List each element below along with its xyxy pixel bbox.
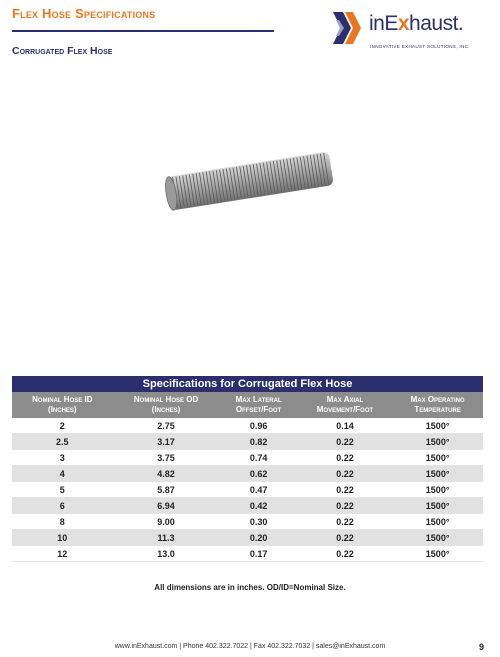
table-cell: 0.22	[298, 530, 393, 546]
logo-wordmark-post: haust	[409, 12, 458, 35]
table-cell: 2	[12, 418, 113, 434]
table-cell: 0.42	[220, 498, 298, 514]
table-cell: 1500°	[392, 434, 483, 450]
table-cell: 4	[12, 466, 113, 482]
corrugated-hose-image	[160, 140, 340, 220]
table-row	[12, 434, 483, 450]
title-divider	[12, 30, 274, 32]
column-header-line: Offset/Foot	[235, 405, 282, 414]
table-cell: 0.82	[220, 434, 298, 450]
table-cell: 0.17	[220, 546, 298, 562]
table-row	[12, 514, 483, 530]
table-row	[12, 466, 483, 482]
table-cell: 0.62	[220, 466, 298, 482]
column-header	[113, 392, 220, 418]
column-header-line: (Inches)	[151, 405, 181, 414]
logo-tagline: INNOVATIVE EXHAUST SOLUTIONS, INC.	[370, 44, 470, 49]
table-cell: 8	[12, 514, 113, 530]
table-cell: 1500°	[392, 514, 483, 530]
column-header-line: Temperature	[414, 405, 461, 414]
table-cell: 2.75	[113, 418, 220, 434]
table-cell: 13.0	[113, 546, 220, 562]
table-cell: 5.87	[113, 482, 220, 498]
column-header	[392, 392, 483, 418]
footer-contact: www.inExhaust.com | Phone 402.322.7022 | Fax 402.322.7032 | sales@inExhaust.com	[114, 643, 386, 650]
table-cell: 0.22	[298, 434, 393, 450]
table-row	[12, 482, 483, 498]
table-cell: 3.75	[113, 450, 220, 466]
table-cell: 0.20	[220, 530, 298, 546]
table-cell: 1500°	[392, 450, 483, 466]
table-row	[12, 418, 483, 434]
table-cell: 0.30	[220, 514, 298, 530]
table-row	[12, 498, 483, 514]
table-cell: 6.94	[113, 498, 220, 514]
table-cell: 0.47	[220, 482, 298, 498]
table-cell: 12	[12, 546, 113, 562]
table-cell: 1500°	[392, 530, 483, 546]
table-cell: 0.22	[298, 498, 393, 514]
column-header	[12, 392, 113, 418]
table-row	[12, 450, 483, 466]
table-cell: 1500°	[392, 418, 483, 434]
table-cell: 4.82	[113, 466, 220, 482]
table-cell: 0.22	[298, 450, 393, 466]
column-header-line: Nominal Hose OD	[133, 395, 199, 404]
logo-x-mark-icon	[331, 10, 367, 46]
table-cell: 11.3	[113, 530, 220, 546]
logo-wordmark-dot: .	[457, 12, 464, 35]
table-cell: 2.5	[12, 434, 113, 450]
table-header-row	[12, 392, 483, 418]
column-header-line: Max Lateral	[235, 395, 282, 404]
table-cell: 0.74	[220, 450, 298, 466]
table-cell: 6	[12, 498, 113, 514]
logo-wordmark-pre: inE	[369, 12, 398, 35]
table-cell: 1500°	[392, 498, 483, 514]
column-header-line: Nominal Hose ID	[32, 395, 93, 404]
section-subtitle: Corrugated Flex Hose	[12, 45, 113, 57]
table-cell: 1500°	[392, 482, 483, 498]
table-cell: 10	[12, 530, 113, 546]
table-cell: 3	[12, 450, 113, 466]
company-logo	[331, 8, 491, 56]
table-cell: 0.22	[298, 466, 393, 482]
column-header	[298, 392, 393, 418]
table-cell: 0.14	[298, 418, 393, 434]
specifications-table	[12, 376, 483, 562]
column-header-line: Movement/Foot	[316, 405, 374, 414]
table-cell: 1500°	[392, 546, 483, 562]
column-header-line: Max Operating	[410, 395, 465, 404]
logo-wordmark	[369, 12, 463, 36]
page-number: 9	[479, 642, 485, 652]
table-cell: 5	[12, 482, 113, 498]
dimensions-note: All dimensions are in inches. OD/ID=Nominal Size.	[154, 583, 346, 592]
table-cell: 3.17	[113, 434, 220, 450]
table-cell: 1500°	[392, 466, 483, 482]
table-caption: Specifications for Corrugated Flex Hose	[12, 376, 483, 392]
column-header-line: Max Axial	[326, 395, 364, 404]
table-body	[12, 418, 483, 562]
logo-wordmark-x: x	[397, 12, 410, 35]
table-cell: 0.96	[220, 418, 298, 434]
column-header-line: (Inches)	[48, 405, 77, 414]
column-header	[220, 392, 298, 418]
table-row	[12, 530, 483, 546]
table-cell: 0.22	[298, 482, 393, 498]
page-title: Flex Hose Specifications	[12, 6, 156, 21]
table-cell: 0.22	[298, 514, 393, 530]
table-cell: 0.22	[298, 546, 393, 562]
table-cell: 9.00	[113, 514, 220, 530]
table-row	[12, 546, 483, 562]
